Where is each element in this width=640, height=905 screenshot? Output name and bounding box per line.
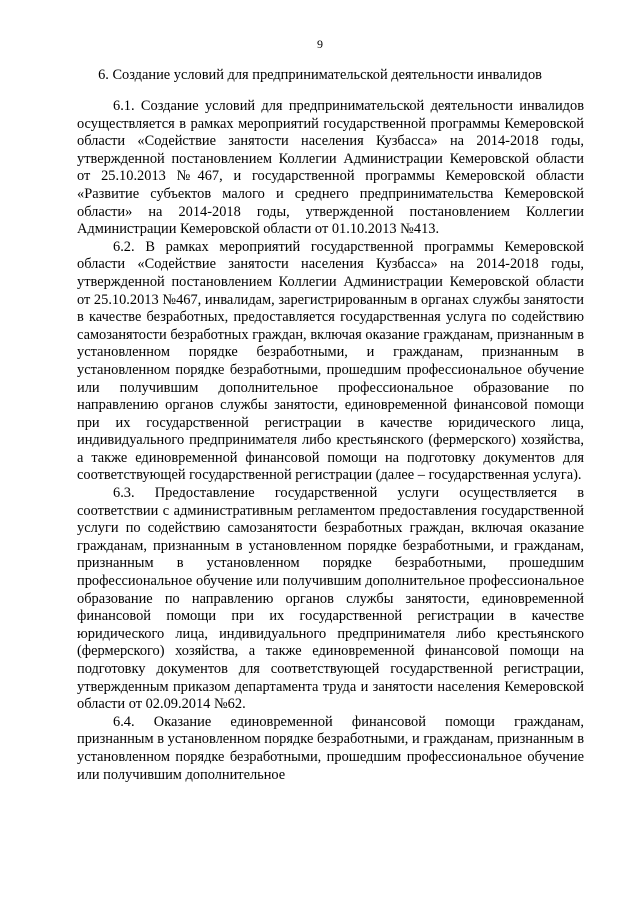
document-body — [77, 98, 584, 784]
paragraph-6-3: 6.3. Предоставление государственной услуги осуществляется в соответствии с административным регламентом предоставления государственной услуги по содействию самозанятости безработных граждан, включая оказание гражданам, признанным в установленном порядке безработными, и гражданам, признанным в установленном порядке безработными, прошедшим профессиональное обучение или получившим дополнительное профессиональное образование по направлению органов службы занятости, единовременной финансовой помощи при их государственной регистрации в качестве юридического лица, индивидуального предпринимателя либо крестьянского (фермерского) хозяйства, а также единовременной финансовой помощи на подготовку документов для соответствующей государственной регистрации, утвержденным приказом департамента труда и занятости населения Кемеровской области от 02.09.2014 №62. — [77, 485, 584, 713]
paragraph-6-1: 6.1. Создание условий для предпринимательской деятельности инвалидов осуществляется в рамках мероприятий государственной программы Кемеровской области «Содействие занятости населения Кузбасса» на 2014-2018 годы, утвержденной постановлением Коллегии Администрации Кемеровской области от 25.10.2013 №467, и государственной программы Кемеровской области «Развитие субъектов малого и среднего предпринимательства Кемеровской области» на 2014-2018 годы, утвержденной постановлением Коллегии Администрации Кемеровской области от 01.10.2013 №413. — [77, 98, 584, 238]
paragraph-6-4: 6.4. Оказание единовременной финансовой помощи гражданам, признанным в установленном порядке безработными, и гражданам, признанным в установленном порядке безработными, прошедшим профессиональное обучение или получившим дополнительное — [77, 713, 584, 783]
page-number: 9 — [317, 37, 323, 51]
paragraph-6-2: 6.2. В рамках мероприятий государственной программы Кемеровской области «Содействие занятости населения Кузбасса» на 2014-2018 годы, утвержденной постановлением Коллегии Администрации Кемеровской области от 25.10.2013 №467, инвалидам, зарегистрированным в органах службы занятости в качестве безработных, предоставляется государственная услуга по содействию самозанятости безработных граждан, включая оказание гражданам, признанным в установленном порядке безработными, и гражданам, признанным в установленном порядке безработными, прошедшим профессиональное обучение или получившим дополнительное профессиональное образование по направлению органов службы занятости, единовременной финансовой помощи при их государственной регистрации в качестве юридического лица, индивидуального предпринимателя либо крестьянского (фермерского) хозяйства, а также единовременной финансовой помощи на подготовку документов для соответствующей государственной регистрации (далее – государственная услуга). — [77, 238, 584, 484]
section-title: 6. Создание условий для предпринимательской деятельности инвалидов — [98, 67, 542, 83]
